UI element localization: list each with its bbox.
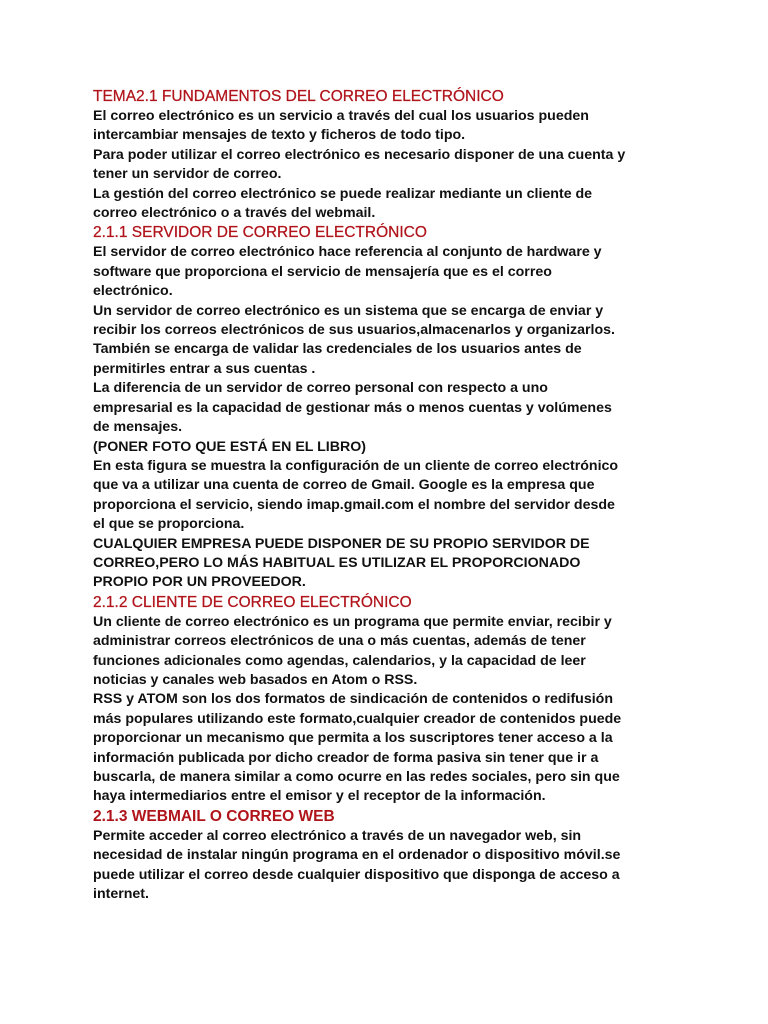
paragraph: El servidor de correo electrónico hace referencia al conjunto de hardware y software que proporciona el servicio de mensajería que es el correo electrónico. [93,244,602,300]
section-heading-servidor: 2.1.1 SERVIDOR DE CORREO ELECTRÓNICO [93,224,427,242]
section-heading-tema-2-1: TEMA2.1 FUNDAMENTOS DEL CORREO ELECTRÓNICO [93,88,504,105]
paragraph: Para poder utilizar el correo electrónico es necesario disponer de una cuenta y tener un servidor de correo. [93,146,626,183]
paragraph: RSS y ATOM son los dos formatos de sindicación de contenidos o redifusión más populares utilizando este formato,cualquier creador de contenidos puede proporcionar un mecanismo que permita a los suscriptores tener acceso a la información publicada por dicho creador de forma pasiva sin tener que ir a buscarla, de manera similar a como ocurre en las redes sociales, pero sin que haya intermediarios entre el emisor y el receptor de la información. [93,691,622,805]
section-heading-webmail: 2.1.3 WEBMAIL O CORREO WEB [93,807,335,825]
paragraph: CUALQUIER EMPRESA PUEDE DISPONER DE SU PROPIO SERVIDOR DE CORREO,PERO LO MÁS HABITUAL ES UTILIZAR EL PROPORCIONADO PROPIO POR UN PROVEEDOR. [93,535,590,591]
paragraph: El correo electrónico es un servicio a través del cual los usuarios pueden intercambiar mensajes de texto y ficheros de todo tipo. [93,108,589,144]
paragraph: Permite acceder al correo electrónico a través de un navegador web, sin necesidad de instalar ningún programa en el ordenador o dispositivo móvil.se puede utilizar el correo desde cualquier dispositivo que disponga de acceso a internet. [93,827,621,903]
paragraph: (PONER FOTO QUE ESTÁ EN EL LIBRO) [93,438,366,455]
paragraph: La gestión del correo electrónico se puede realizar mediante un cliente de correo electrónico o a través del webmail. [93,185,593,222]
document-page [93,86,683,904]
paragraph: Un cliente de correo electrónico es un programa que permite enviar, recibir y administrar correos electrónicos de una o más cuentas, además de tener funciones adicionales como agendas, calendarios, y la capacidad de leer noticias y canales web basados en Atom o RSS. [93,613,612,688]
paragraph: La diferencia de un servidor de correo personal con respecto a uno empresarial es la capacidad de gestionar más o menos cuentas y volúmenes de mensajes. [93,380,612,436]
section-heading-cliente: 2.1.2 CLIENTE DE CORREO ELECTRÓNICO [93,593,412,611]
paragraph: Un servidor de correo electrónico es un sistema que se encarga de enviar y recibir los correos electrónicos de sus usuarios,almacenarlos y organizarlos. También se encarga de validar las credenciales de los usuarios antes de permitirles entrar a sus cuentas . [93,302,615,377]
paragraph: En esta figura se muestra la configuración de un cliente de correo electrónico que va a utilizar una cuenta de correo de Gmail. Google es la empresa que proporciona el servicio, siendo imap.gmail.com el nombre del servidor desde el que se proporciona. [93,457,619,533]
